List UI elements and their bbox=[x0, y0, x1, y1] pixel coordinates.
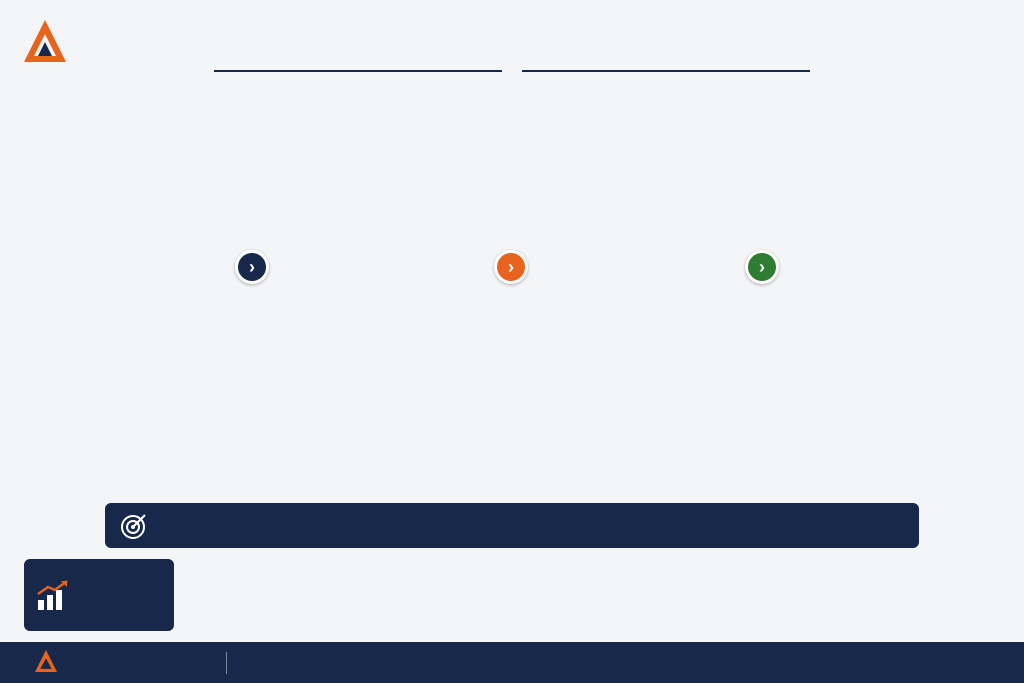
logo-triangle-icon bbox=[34, 649, 58, 673]
subtitle-rule-left bbox=[214, 70, 502, 72]
target-icon bbox=[119, 511, 149, 541]
chevron-right-icon: › bbox=[508, 256, 514, 277]
footer-logo bbox=[34, 649, 58, 678]
summary-banner bbox=[105, 503, 919, 548]
chevron-right-icon: › bbox=[249, 256, 255, 277]
footer-divider bbox=[226, 652, 227, 674]
summary-text bbox=[149, 516, 919, 535]
subtitle-row bbox=[214, 60, 810, 82]
growth-chart-icon bbox=[36, 578, 70, 612]
arrow-stage-1-to-2 bbox=[235, 250, 269, 284]
benefits-header bbox=[24, 559, 174, 631]
brand-logo bbox=[22, 18, 182, 70]
footer bbox=[0, 642, 1024, 683]
chevron-right-icon: › bbox=[759, 256, 765, 277]
arrow-stage-2-to-3 bbox=[494, 250, 528, 284]
subtitle-rule-right bbox=[522, 70, 810, 72]
logo-triangle-icon bbox=[22, 18, 68, 64]
arrow-stage-3-to-4 bbox=[745, 250, 779, 284]
